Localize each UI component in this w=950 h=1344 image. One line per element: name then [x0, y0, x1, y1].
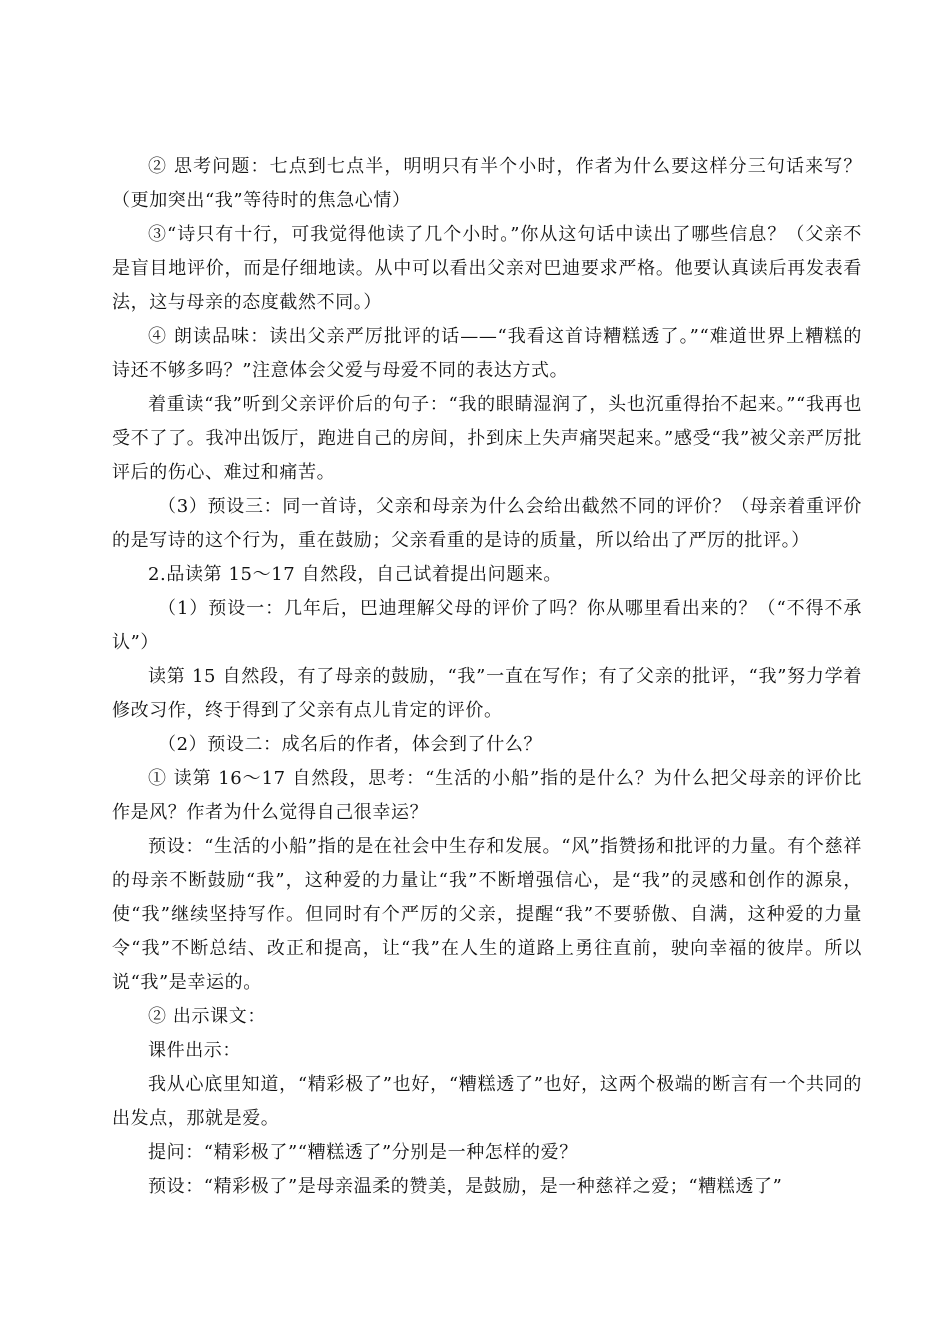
paragraph: ③“诗只有十行，可我觉得他读了几个小时。”你从这句话中读出了哪些信息？（父亲不是盲目地评价，而是仔细地读。从中可以看出父亲对巴迪要求严格。他要认真读后再发表看法，这与母亲的态度截然不同。） — [112, 224, 862, 313]
paragraph: 我从心底里知道，“精彩极了”也好，“糟糕透了”也好，这两个极端的断言有一个共同的出发点，那就是爱。 — [112, 1074, 862, 1129]
paragraph: （2）预设二：成名后的作者，体会到了什么？ — [158, 734, 543, 755]
paragraph: 读第 15 自然段，有了母亲的鼓励，“我”一直在写作；有了父亲的批评，“我”努力学着修改习作，终于得到了父亲有点儿肯定的评价。 — [112, 666, 862, 721]
paragraph: 预设：“精彩极了”是母亲温柔的赞美，是鼓励，是一种慈祥之爱；“糟糕透了” — [148, 1176, 783, 1197]
paragraph: （1）预设一：几年后，巴迪理解父母的评价了吗？你从哪里看出来的？（“不得不承认”） — [112, 598, 862, 653]
paragraph: （3）预设三：同一首诗，父亲和母亲为什么会给出截然不同的评价？（母亲着重评价的是写诗的这个行为，重在鼓励；父亲看重的是诗的质量，所以给出了严厉的批评。） — [112, 496, 862, 551]
paragraph: 预设：“生活的小船”指的是在社会中生存和发展。“风”指赞扬和批评的力量。有个慈祥的母亲不断鼓励“我”，这种爱的力量让“我”不断增强信心，是“我”的灵感和创作的源泉，使“我”继续坚持写作。但同时有个严厉的父亲，提醒“我”不要骄傲、自满，这种爱的力量令“我”不断总结、改正和提高，让“我”在人生的道路上勇往直前，驶向幸福的彼岸。所以说“我”是幸运的。 — [112, 836, 862, 993]
paragraph: 提问：“精彩极了”“糟糕透了”分别是一种怎样的爱？ — [148, 1142, 578, 1163]
paragraph: 课件出示： — [148, 1040, 241, 1061]
document-body — [112, 150, 862, 1204]
paragraph: 着重读“我”听到父亲评价后的句子：“我的眼睛湿润了，头也沉重得抬不起来。”“我再也受不了了。我冲出饭厅，跑进自己的房间，扑到床上失声痛哭起来。”感受“我”被父亲严厉批评后的伤心、难过和痛苦。 — [112, 394, 862, 483]
paragraph: ② 思考问题：七点到七点半，明明只有半个小时，作者为什么要这样分三句话来写？（更加突出“我”等待时的焦急心情） — [112, 156, 862, 211]
paragraph: ② 出示课文： — [148, 1006, 266, 1027]
paragraph: ④ 朗读品味：读出父亲严厉批评的话——“我看这首诗糟糕透了。”“难道世界上糟糕的诗还不够多吗？”注意体会父爱与母爱不同的表达方式。 — [112, 326, 862, 381]
paragraph: 2.品读第 15～17 自然段，自己试着提出问题来。 — [148, 564, 563, 585]
paragraph: ① 读第 16～17 自然段，思考：“生活的小船”指的是什么？为什么把父母亲的评价比作是风？作者为什么觉得自己很幸运？ — [112, 768, 862, 823]
